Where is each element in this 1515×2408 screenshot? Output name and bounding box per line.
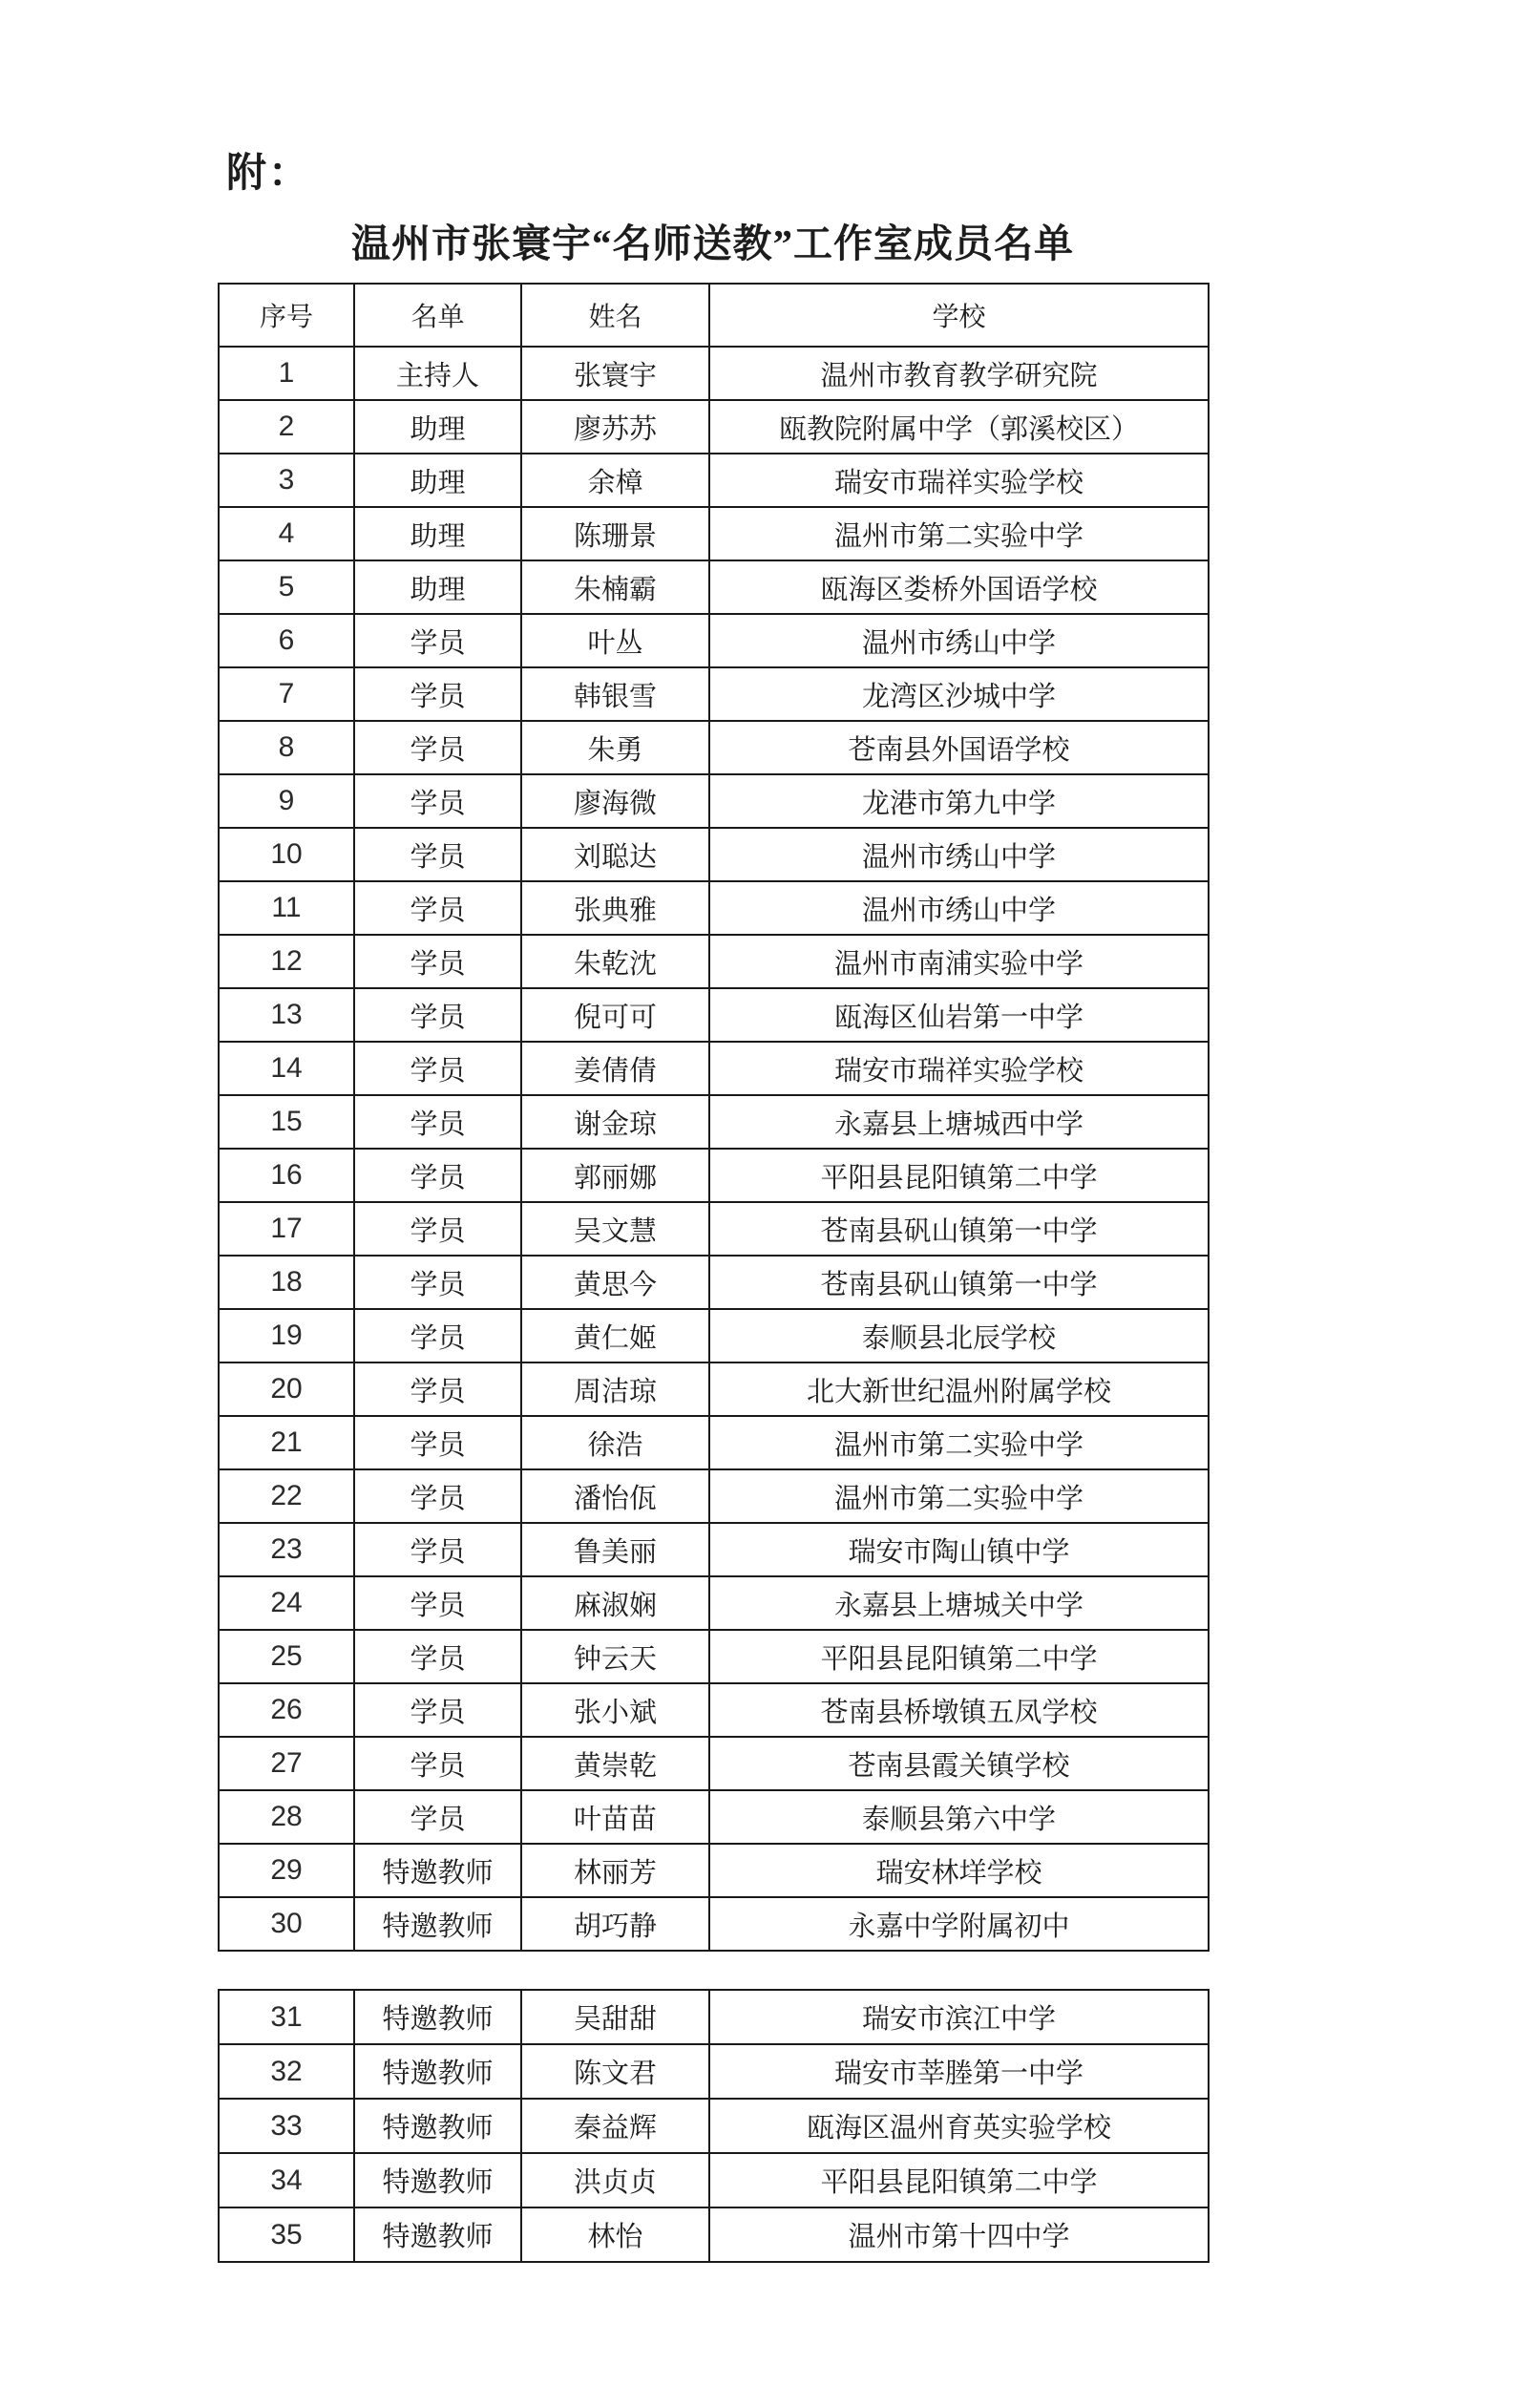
cell-name: 郭丽娜 <box>521 1149 709 1202</box>
cell-role: 学员 <box>354 1683 521 1737</box>
table-row <box>219 2099 1209 2153</box>
column-header-role: 名单 <box>354 284 521 347</box>
cell-role: 学员 <box>354 988 521 1042</box>
cell-school: 瓯海区温州育英实验学校 <box>709 2099 1209 2153</box>
table-row <box>219 1990 1209 2044</box>
cell-school: 平阳县昆阳镇第二中学 <box>709 2153 1209 2207</box>
cell-name: 叶丛 <box>521 614 709 667</box>
table-row <box>219 2207 1209 2262</box>
table-row <box>219 1737 1209 1790</box>
cell-role: 助理 <box>354 454 521 507</box>
table-row <box>219 1576 1209 1630</box>
cell-role: 学员 <box>354 1469 521 1523</box>
table-row <box>219 1469 1209 1523</box>
cell-name: 林怡 <box>521 2207 709 2262</box>
cell-name: 鲁美丽 <box>521 1523 709 1576</box>
table-row <box>219 1897 1209 1951</box>
cell-role: 特邀教师 <box>354 2099 521 2153</box>
table-row <box>219 2044 1209 2099</box>
table-row <box>219 1790 1209 1844</box>
cell-school: 温州市第十四中学 <box>709 2207 1209 2262</box>
cell-school: 苍南县外国语学校 <box>709 721 1209 774</box>
cell-role: 学员 <box>354 1630 521 1683</box>
cell-name: 钟云天 <box>521 1630 709 1683</box>
member-table-page1 <box>218 283 1210 1952</box>
table-row <box>219 828 1209 881</box>
cell-school: 龙港市第九中学 <box>709 774 1209 828</box>
cell-role: 学员 <box>354 1202 521 1256</box>
cell-school: 平阳县昆阳镇第二中学 <box>709 1149 1209 1202</box>
cell-index: 29 <box>219 1844 354 1897</box>
cell-school: 平阳县昆阳镇第二中学 <box>709 1630 1209 1683</box>
page-title: 温州市张寰宇“名师送教”工作室成员名单 <box>351 222 1074 265</box>
cell-index: 15 <box>219 1095 354 1149</box>
cell-name: 余樟 <box>521 454 709 507</box>
cell-index: 23 <box>219 1523 354 1576</box>
cell-name: 倪可可 <box>521 988 709 1042</box>
cell-school: 瑞安市陶山镇中学 <box>709 1523 1209 1576</box>
cell-school: 永嘉县上塘城关中学 <box>709 1576 1209 1630</box>
cell-name: 吴文慧 <box>521 1202 709 1256</box>
cell-name: 刘聪达 <box>521 828 709 881</box>
cell-role: 主持人 <box>354 347 521 400</box>
table-header-row <box>219 284 1209 347</box>
cell-index: 19 <box>219 1309 354 1362</box>
cell-school: 温州市绣山中学 <box>709 614 1209 667</box>
cell-name: 徐浩 <box>521 1416 709 1469</box>
cell-school: 瓯海区娄桥外国语学校 <box>709 560 1209 614</box>
cell-name: 陈文君 <box>521 2044 709 2099</box>
cell-school: 瓯海区仙岩第一中学 <box>709 988 1209 1042</box>
cell-index: 10 <box>219 828 354 881</box>
cell-role: 学员 <box>354 881 521 935</box>
cell-name: 朱楠霸 <box>521 560 709 614</box>
cell-name: 周洁琼 <box>521 1362 709 1416</box>
member-table-page2 <box>218 1989 1210 2263</box>
cell-name: 黄仁姬 <box>521 1309 709 1362</box>
member-table-body-page2 <box>219 1990 1209 2262</box>
table-row <box>219 1416 1209 1469</box>
cell-name: 黄思今 <box>521 1256 709 1309</box>
table-row <box>219 774 1209 828</box>
cell-name: 秦益辉 <box>521 2099 709 2153</box>
table-row <box>219 1362 1209 1416</box>
table-row <box>219 721 1209 774</box>
cell-index: 20 <box>219 1362 354 1416</box>
cell-name: 朱勇 <box>521 721 709 774</box>
cell-role: 学员 <box>354 1790 521 1844</box>
cell-name: 张典雅 <box>521 881 709 935</box>
table-row <box>219 1149 1209 1202</box>
cell-index: 28 <box>219 1790 354 1844</box>
cell-role: 特邀教师 <box>354 1844 521 1897</box>
table-row <box>219 560 1209 614</box>
column-header-index: 序号 <box>219 284 354 347</box>
cell-index: 12 <box>219 935 354 988</box>
table-row <box>219 1202 1209 1256</box>
cell-school: 永嘉中学附属初中 <box>709 1897 1209 1951</box>
cell-index: 17 <box>219 1202 354 1256</box>
cell-index: 14 <box>219 1042 354 1095</box>
table-row <box>219 400 1209 454</box>
table-row <box>219 667 1209 721</box>
cell-school: 龙湾区沙城中学 <box>709 667 1209 721</box>
cell-school: 瓯教院附属中学（郭溪校区） <box>709 400 1209 454</box>
table-row <box>219 1523 1209 1576</box>
cell-index: 26 <box>219 1683 354 1737</box>
cell-index: 24 <box>219 1576 354 1630</box>
cell-index: 30 <box>219 1897 354 1951</box>
cell-role: 特邀教师 <box>354 1897 521 1951</box>
cell-index: 32 <box>219 2044 354 2099</box>
cell-role: 学员 <box>354 1576 521 1630</box>
cell-name: 洪贞贞 <box>521 2153 709 2207</box>
cell-index: 21 <box>219 1416 354 1469</box>
cell-role: 特邀教师 <box>354 2044 521 2099</box>
table-row <box>219 1683 1209 1737</box>
cell-school: 瑞安林垟学校 <box>709 1844 1209 1897</box>
cell-school: 瑞安市滨江中学 <box>709 1990 1209 2044</box>
cell-name: 姜倩倩 <box>521 1042 709 1095</box>
table-row <box>219 935 1209 988</box>
table-row <box>219 507 1209 560</box>
table-row <box>219 1309 1209 1362</box>
table-row <box>219 1256 1209 1309</box>
cell-name: 廖苏苏 <box>521 400 709 454</box>
cell-index: 3 <box>219 454 354 507</box>
cell-index: 4 <box>219 507 354 560</box>
cell-role: 助理 <box>354 560 521 614</box>
cell-index: 8 <box>219 721 354 774</box>
cell-name: 陈珊景 <box>521 507 709 560</box>
column-header-name: 姓名 <box>521 284 709 347</box>
cell-index: 7 <box>219 667 354 721</box>
cell-role: 学员 <box>354 1256 521 1309</box>
cell-name: 廖海微 <box>521 774 709 828</box>
cell-index: 16 <box>219 1149 354 1202</box>
table-row <box>219 454 1209 507</box>
cell-school: 泰顺县第六中学 <box>709 1790 1209 1844</box>
cell-school: 温州市教育教学研究院 <box>709 347 1209 400</box>
cell-role: 学员 <box>354 1149 521 1202</box>
table-row <box>219 988 1209 1042</box>
cell-role: 学员 <box>354 1309 521 1362</box>
cell-role: 学员 <box>354 1523 521 1576</box>
cell-index: 31 <box>219 1990 354 2044</box>
cell-school: 苍南县矾山镇第一中学 <box>709 1202 1209 1256</box>
cell-index: 11 <box>219 881 354 935</box>
cell-index: 2 <box>219 400 354 454</box>
cell-index: 33 <box>219 2099 354 2153</box>
cell-role: 助理 <box>354 507 521 560</box>
column-header-school: 学校 <box>709 284 1209 347</box>
cell-name: 韩银雪 <box>521 667 709 721</box>
cell-school: 泰顺县北辰学校 <box>709 1309 1209 1362</box>
cell-name: 朱乾沈 <box>521 935 709 988</box>
cell-role: 特邀教师 <box>354 2207 521 2262</box>
cell-role: 学员 <box>354 1737 521 1790</box>
table-row <box>219 1630 1209 1683</box>
table-row <box>219 2153 1209 2207</box>
cell-role: 学员 <box>354 1362 521 1416</box>
cell-role: 学员 <box>354 1416 521 1469</box>
cell-role: 特邀教师 <box>354 1990 521 2044</box>
cell-index: 1 <box>219 347 354 400</box>
cell-role: 学员 <box>354 1042 521 1095</box>
table-row <box>219 881 1209 935</box>
cell-school: 温州市南浦实验中学 <box>709 935 1209 988</box>
cell-name: 张寰宇 <box>521 347 709 400</box>
cell-school: 瑞安市莘塍第一中学 <box>709 2044 1209 2099</box>
cell-name: 潘怡佤 <box>521 1469 709 1523</box>
cell-school: 温州市第二实验中学 <box>709 1416 1209 1469</box>
table-row <box>219 347 1209 400</box>
cell-name: 麻淑娴 <box>521 1576 709 1630</box>
cell-role: 学员 <box>354 667 521 721</box>
cell-index: 35 <box>219 2207 354 2262</box>
cell-school: 温州市绣山中学 <box>709 881 1209 935</box>
cell-role: 学员 <box>354 774 521 828</box>
cell-role: 学员 <box>354 614 521 667</box>
member-table-body-page1 <box>219 347 1209 1951</box>
cell-name: 张小斌 <box>521 1683 709 1737</box>
cell-school: 永嘉县上塘城西中学 <box>709 1095 1209 1149</box>
cell-school: 北大新世纪温州附属学校 <box>709 1362 1209 1416</box>
table-row <box>219 1095 1209 1149</box>
cell-index: 34 <box>219 2153 354 2207</box>
cell-name: 叶苗苗 <box>521 1790 709 1844</box>
cell-role: 学员 <box>354 935 521 988</box>
cell-school: 瑞安市瑞祥实验学校 <box>709 454 1209 507</box>
cell-index: 13 <box>219 988 354 1042</box>
cell-name: 谢金琼 <box>521 1095 709 1149</box>
cell-school: 温州市绣山中学 <box>709 828 1209 881</box>
cell-index: 27 <box>219 1737 354 1790</box>
cell-school: 温州市第二实验中学 <box>709 1469 1209 1523</box>
cell-role: 学员 <box>354 828 521 881</box>
table-row <box>219 1844 1209 1897</box>
cell-index: 25 <box>219 1630 354 1683</box>
cell-index: 6 <box>219 614 354 667</box>
cell-name: 胡巧静 <box>521 1897 709 1951</box>
cell-role: 学员 <box>354 721 521 774</box>
cell-name: 林丽芳 <box>521 1844 709 1897</box>
cell-role: 特邀教师 <box>354 2153 521 2207</box>
cell-name: 吴甜甜 <box>521 1990 709 2044</box>
cell-school: 温州市第二实验中学 <box>709 507 1209 560</box>
cell-role: 助理 <box>354 400 521 454</box>
cell-role: 学员 <box>354 1095 521 1149</box>
cell-index: 18 <box>219 1256 354 1309</box>
cell-school: 瑞安市瑞祥实验学校 <box>709 1042 1209 1095</box>
table-row <box>219 614 1209 667</box>
cell-school: 苍南县霞关镇学校 <box>709 1737 1209 1790</box>
cell-index: 5 <box>219 560 354 614</box>
attachment-label: 附： <box>226 152 311 196</box>
table-row <box>219 1042 1209 1095</box>
cell-school: 苍南县桥墩镇五凤学校 <box>709 1683 1209 1737</box>
cell-index: 22 <box>219 1469 354 1523</box>
cell-index: 9 <box>219 774 354 828</box>
cell-school: 苍南县矾山镇第一中学 <box>709 1256 1209 1309</box>
cell-name: 黄崇乾 <box>521 1737 709 1790</box>
